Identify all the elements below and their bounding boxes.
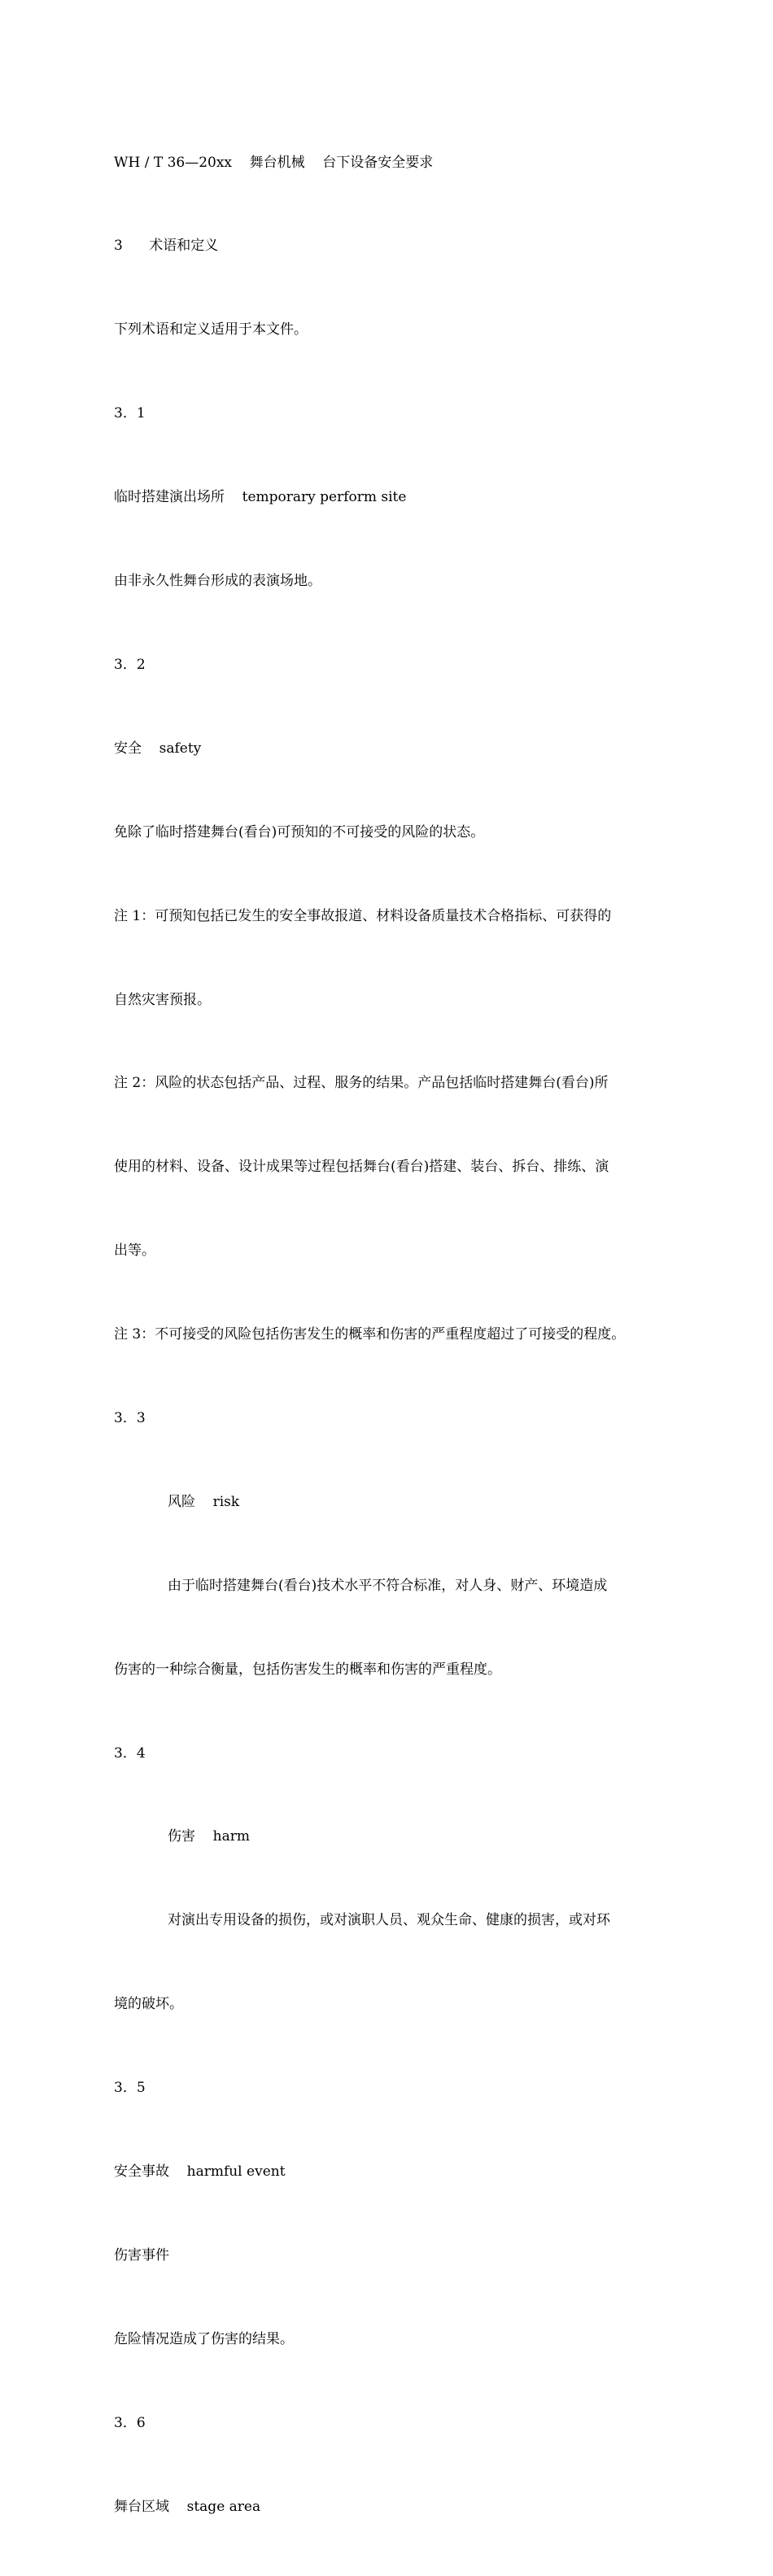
term-number: 3．6	[114, 2414, 146, 2431]
note-line: 自然灾害预报。	[114, 991, 211, 1008]
term-title: 安全事故 harmful event	[114, 2163, 286, 2180]
term-definition: 由非永久性舞台形成的表演场地。	[114, 573, 321, 590]
term-number: 3．1	[114, 405, 146, 422]
term-title: 舞台区域 stage area	[114, 2498, 261, 2515]
section-heading: 3 术语和定义	[114, 238, 219, 255]
note-line: 注 1：可预知包括已发生的安全事故报道、材料设备质量技术合格指标、可获得的	[114, 907, 612, 924]
term-number: 3．3	[114, 1409, 146, 1426]
note-line: 注 3：不可接受的风险包括伤害发生的概率和伤害的严重程度超过了可接受的程度。	[114, 1326, 626, 1343]
term-title: 临时搭建演出场所 temporary perform site	[114, 489, 407, 506]
term-definition: 由于临时搭建舞台(看台)技术水平不符合标准，对人身、财产、环境造成	[168, 1577, 608, 1594]
note-line: 出等。	[114, 1242, 155, 1260]
term-number: 3．2	[114, 656, 146, 673]
term-definition: 境的破坏。	[114, 1996, 183, 2013]
term-number: 3．4	[114, 1744, 146, 1762]
document-body	[114, 93, 667, 2576]
term-title: 风险 risk	[168, 1493, 240, 1510]
term-definition: 危险情况造成了伤害的结果。	[114, 2330, 294, 2347]
term-title: 安全 safety	[114, 740, 202, 757]
note-line: 使用的材料、设备、设计成果等过程包括舞台(看台)搭建、装台、拆台、排练、演	[114, 1159, 609, 1176]
term-number: 3．5	[114, 2080, 146, 2097]
paragraph: 下列术语和定义适用于本文件。	[114, 321, 308, 338]
term-definition: 对演出专用设备的损伤，或对演职人员、观众生命、健康的损害，或对环	[168, 1912, 610, 1929]
term-synonym: 伤害事件	[114, 2246, 169, 2264]
document-header: WH / T 36—20xx 舞台机械 台下设备安全要求	[114, 154, 434, 171]
term-definition: 免除了临时搭建舞台(看台)可预知的不可接受的风险的状态。	[114, 823, 485, 840]
term-title: 伤害 harm	[168, 1828, 250, 1845]
term-definition: 伤害的一种综合衡量，包括伤害发生的概率和伤害的严重程度。	[114, 1661, 501, 1678]
note-line: 注 2：风险的状态包括产品、过程、服务的结果。产品包括临时搭建舞台(看台)所	[114, 1075, 609, 1092]
